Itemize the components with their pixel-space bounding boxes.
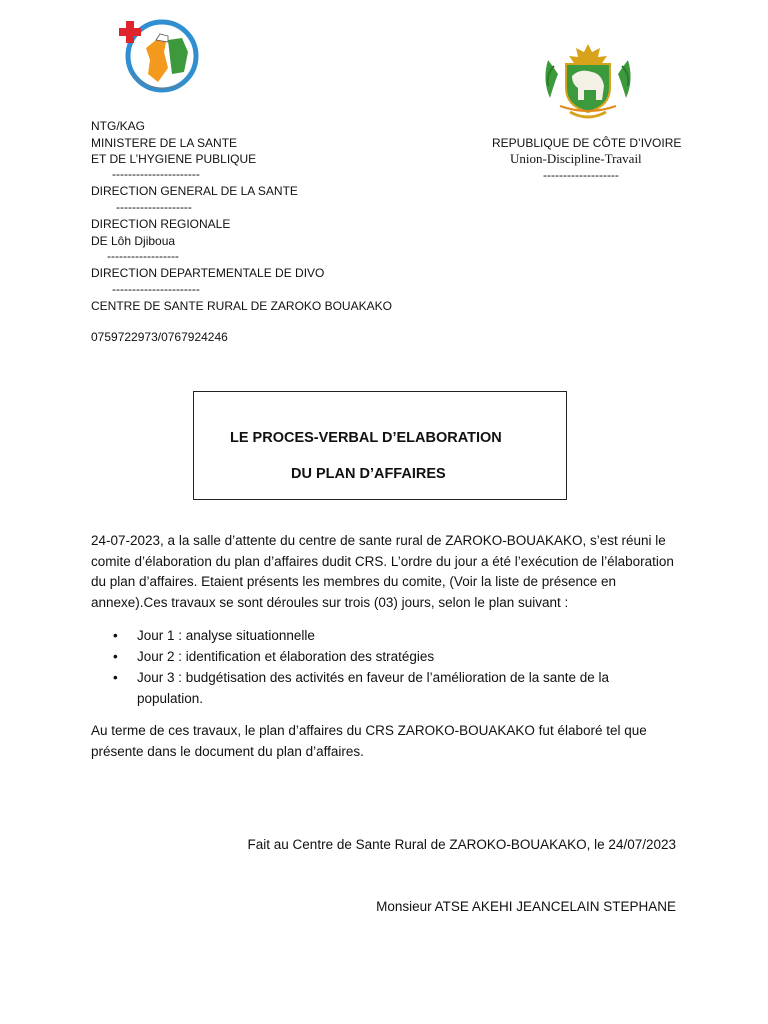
direction-generale: DIRECTION GENERAL DE LA SANTE — [91, 184, 298, 198]
list-item: • Jour 1 : analyse situationnelle — [91, 625, 676, 646]
reference-code: NTG/KAG — [91, 119, 146, 133]
ministry-name-line1: MINISTERE DE LA SANTE — [91, 136, 238, 150]
direction-regionale: DIRECTION REGIONALE — [91, 217, 231, 231]
separator: ---------------------- — [112, 167, 200, 181]
republic-name: REPUBLIQUE DE CÔTE D’IVOIRE — [492, 136, 682, 150]
bullet-icon: • — [113, 670, 118, 685]
health-centre-name: CENTRE DE SANTE RURAL DE ZAROKO BOUAKAKO — [91, 299, 392, 313]
phone-numbers: 0759722973/0767924246 — [91, 330, 228, 344]
coat-of-arms-icon — [540, 40, 636, 122]
region-name: DE Lôh Djiboua — [91, 234, 176, 248]
separator: ------------------- — [543, 168, 619, 182]
list-item: • Jour 2 : identification et élaboration des stratégies — [91, 646, 676, 667]
conclusion-paragraph: Au terme de ces travaux, le plan d’affaires du CRS ZAROKO-BOUAKAKO fut élaboré tel que présente dans le document du plan d’affaires. — [91, 723, 647, 759]
bullet-icon: • — [113, 649, 118, 664]
title-box — [193, 391, 567, 500]
separator: ------------------ — [107, 249, 179, 263]
ministry-name-line2: ET DE L’HYGIENE PUBLIQUE — [91, 152, 257, 166]
ministry-health-logo-icon — [112, 12, 208, 96]
list-item: • Jour 3 : budgétisation des activités en faveur de l’amélioration de la sante de la population. — [91, 667, 676, 709]
separator: ------------------- — [116, 200, 192, 214]
document-title-line1: LE PROCES-VERBAL D’ELABORATION — [230, 430, 502, 446]
separator: ---------------------- — [112, 282, 200, 296]
direction-departementale: DIRECTION DEPARTEMENTALE DE DIVO — [91, 266, 325, 280]
place-and-date: Fait au Centre de Sante Rural de ZAROKO-BOUAKAKO, le 24/07/2023 — [247, 837, 676, 852]
signatory-name: Monsieur ATSE AKEHI JEANCELAIN STEPHANE — [376, 899, 676, 914]
document-title-line2: DU PLAN D’AFFAIRES — [291, 466, 446, 482]
national-motto: Union-Discipline-Travail — [510, 151, 642, 166]
intro-paragraph: 24-07-2023, a la salle d’attente du centre de sante rural de ZAROKO-BOUAKAKO, s’est réuni le comite d’élaboration du plan d’affaires dudit CRS. L’ordre du jour a été l’exécution de l’élaboration du plan d’affaires. Etaient présents les membres du comite, (Voir la liste de présence en annexe).Ces travaux se sont déroules sur trois (03) jours, selon le plan suivant : — [91, 533, 674, 610]
bullet-icon: • — [113, 628, 118, 643]
plan-list — [91, 625, 676, 709]
